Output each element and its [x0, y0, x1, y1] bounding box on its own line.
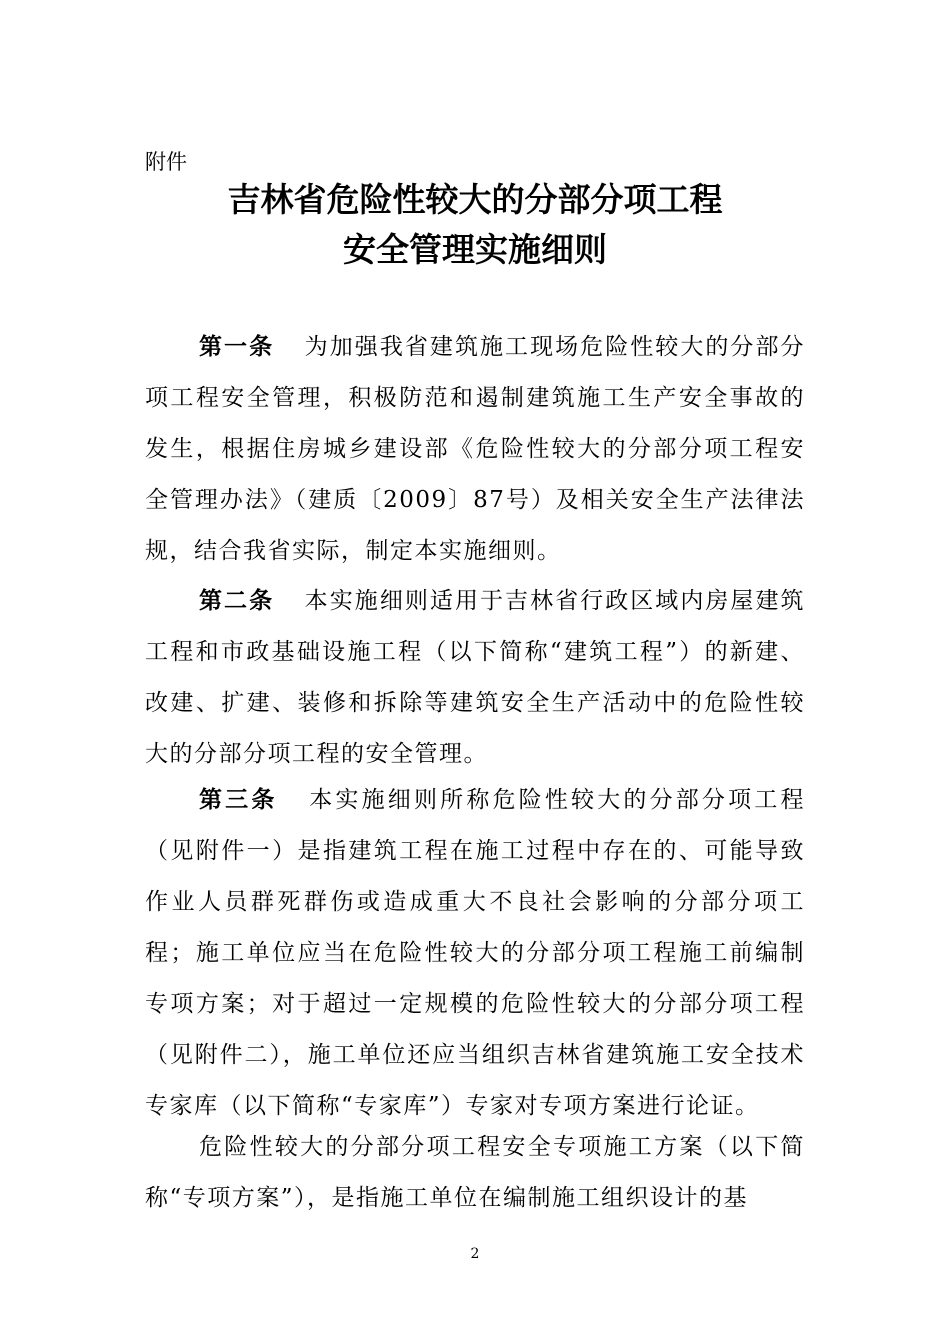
article-heading: 第二条: [199, 588, 275, 614]
article-text: 为加强我省建筑施工现场危险性较大的分部分项工程安全管理，积极防范和遏制建筑施工生产安全事故的发生，根据住房城乡建设部《危险性较大的分部分项工程安全管理办法》（建质〔2009〕87号）及相关安全生产法律法规，结合我省实际，制定本实施细则。: [145, 334, 806, 564]
article-text: 本实施细则适用于吉林省行政区域内房屋建筑工程和市政基础设施工程（以下简称“建筑工程”）的新建、改建、扩建、装修和拆除等建筑安全生产活动中的危险性较大的分部分项工程的安全管理。: [145, 588, 806, 767]
attachment-label: 附件: [145, 150, 187, 174]
article-1-paragraph: [145, 322, 805, 577]
special-plan-paragraph: [145, 1122, 805, 1224]
document-title-line-2: 安全管理实施细则: [343, 230, 607, 269]
article-3-paragraph: [145, 775, 805, 1132]
page-number: 2: [470, 1246, 480, 1262]
document-title-line-1: 吉林省危险性较大的分部分项工程: [227, 180, 723, 219]
article-text: 本实施细则所称危险性较大的分部分项工程（见附件一）是指建筑工程在施工过程中存在的、可能导致作业人员群死群伤或造成重大不良社会影响的分部分项工程；施工单位应当在危险性较大的分部分项工程施工前编制专项方案；对于超过一定规模的危险性较大的分部分项工程（见附件二），施工单位还应当组织吉林省建筑施工安全技术专家库（以下简称“专家库”）专家对专项方案进行论证。: [145, 787, 806, 1119]
article-2-paragraph: [145, 576, 805, 780]
article-heading: 第一条: [199, 334, 275, 360]
paragraph-text: 危险性较大的分部分项工程安全专项施工方案（以下简称“专项方案”），是指施工单位在编制施工组织设计的基: [145, 1134, 805, 1211]
article-heading: 第三条: [199, 787, 278, 813]
